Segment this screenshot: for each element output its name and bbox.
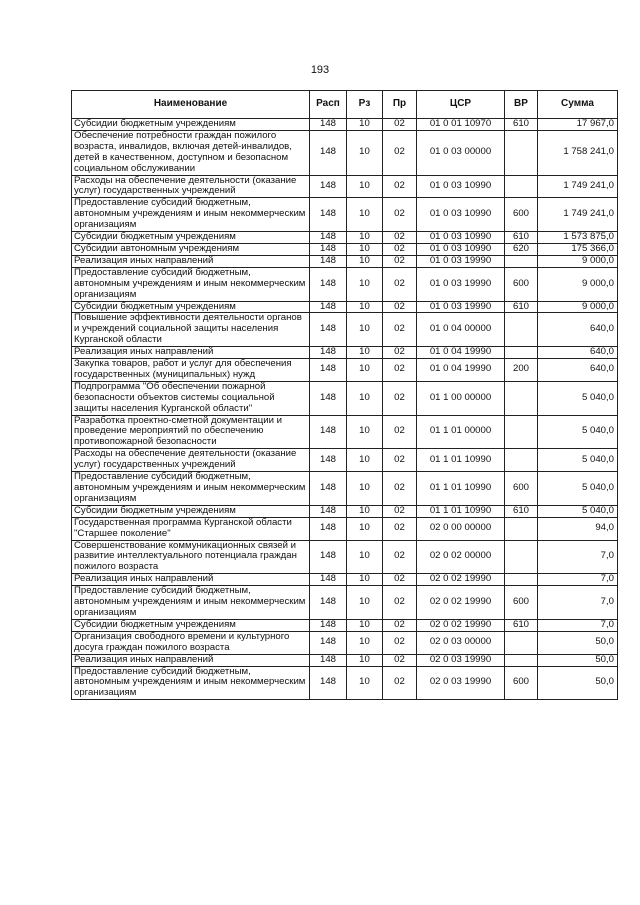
cell-rz: 10 xyxy=(347,619,383,631)
cell-name: Расходы на обеспечение деятельности (оказание услуг) государственных учреждений xyxy=(72,175,310,198)
cell-vr xyxy=(505,517,538,540)
table-row xyxy=(72,119,618,131)
cell-pr: 02 xyxy=(383,130,417,175)
cell-pr: 02 xyxy=(383,243,417,255)
cell-sum: 5 040,0 xyxy=(538,449,618,472)
cell-vr: 610 xyxy=(505,619,538,631)
col-header-pr: Пр xyxy=(383,91,417,119)
cell-csr: 02 0 03 19990 xyxy=(417,654,505,666)
cell-rz: 10 xyxy=(347,130,383,175)
cell-sum: 1 758 241,0 xyxy=(538,130,618,175)
cell-rasp: 148 xyxy=(310,232,347,244)
cell-rasp: 148 xyxy=(310,540,347,574)
cell-rasp: 148 xyxy=(310,313,347,347)
table-row xyxy=(72,472,618,506)
table-row xyxy=(72,255,618,267)
cell-vr xyxy=(505,130,538,175)
cell-rz: 10 xyxy=(347,119,383,131)
cell-rz: 10 xyxy=(347,472,383,506)
cell-rz: 10 xyxy=(347,505,383,517)
cell-pr: 02 xyxy=(383,175,417,198)
cell-csr: 01 0 03 10990 xyxy=(417,198,505,232)
col-header-rasp: Расп xyxy=(310,91,347,119)
cell-csr: 01 1 01 10990 xyxy=(417,449,505,472)
cell-csr: 02 0 02 19990 xyxy=(417,586,505,620)
cell-csr: 01 0 03 19990 xyxy=(417,301,505,313)
cell-rz: 10 xyxy=(347,313,383,347)
cell-csr: 02 0 03 00000 xyxy=(417,631,505,654)
cell-csr: 01 1 01 10990 xyxy=(417,505,505,517)
cell-pr: 02 xyxy=(383,415,417,449)
cell-pr: 02 xyxy=(383,449,417,472)
cell-rz: 10 xyxy=(347,255,383,267)
cell-csr: 01 1 00 00000 xyxy=(417,381,505,415)
cell-rasp: 148 xyxy=(310,505,347,517)
table-row xyxy=(72,540,618,574)
cell-name: Субсидии автономным учреждениям xyxy=(72,243,310,255)
cell-sum: 1 749 241,0 xyxy=(538,175,618,198)
cell-pr: 02 xyxy=(383,381,417,415)
cell-name: Реализация иных направлений xyxy=(72,347,310,359)
table-row xyxy=(72,517,618,540)
cell-sum: 1 749 241,0 xyxy=(538,198,618,232)
cell-rz: 10 xyxy=(347,359,383,382)
cell-rz: 10 xyxy=(347,198,383,232)
cell-csr: 01 0 03 10990 xyxy=(417,232,505,244)
cell-pr: 02 xyxy=(383,586,417,620)
cell-csr: 01 0 01 10970 xyxy=(417,119,505,131)
cell-rz: 10 xyxy=(347,232,383,244)
cell-vr xyxy=(505,540,538,574)
cell-pr: 02 xyxy=(383,198,417,232)
cell-pr: 02 xyxy=(383,666,417,700)
table-row xyxy=(72,232,618,244)
cell-rasp: 148 xyxy=(310,267,347,301)
cell-vr xyxy=(505,415,538,449)
cell-sum: 9 000,0 xyxy=(538,301,618,313)
cell-sum: 640,0 xyxy=(538,347,618,359)
cell-vr xyxy=(505,347,538,359)
cell-rasp: 148 xyxy=(310,666,347,700)
cell-rasp: 148 xyxy=(310,654,347,666)
cell-csr: 01 1 01 10990 xyxy=(417,472,505,506)
cell-name: Организация свободного времени и культурного досуга граждан пожилого возраста xyxy=(72,631,310,654)
cell-name: Реализация иных направлений xyxy=(72,574,310,586)
cell-rasp: 148 xyxy=(310,301,347,313)
cell-pr: 02 xyxy=(383,517,417,540)
cell-name: Субсидии бюджетным учреждениям xyxy=(72,301,310,313)
col-header-sum: Сумма xyxy=(538,91,618,119)
cell-rz: 10 xyxy=(347,631,383,654)
header-row xyxy=(72,91,618,119)
cell-vr: 600 xyxy=(505,472,538,506)
table-row xyxy=(72,301,618,313)
cell-pr: 02 xyxy=(383,654,417,666)
cell-sum: 640,0 xyxy=(538,313,618,347)
table-row xyxy=(72,381,618,415)
cell-rz: 10 xyxy=(347,175,383,198)
cell-csr: 01 0 04 19990 xyxy=(417,347,505,359)
table-row xyxy=(72,243,618,255)
cell-name: Предоставление субсидий бюджетным, автономным учреждениям и иным некоммерческим организациям xyxy=(72,267,310,301)
cell-name: Повышение эффективности деятельности органов и учреждений социальной защиты населения Курганской области xyxy=(72,313,310,347)
cell-csr: 01 0 04 19990 xyxy=(417,359,505,382)
cell-csr: 01 0 03 10990 xyxy=(417,175,505,198)
cell-name: Разработка проектно-сметной документации и проведение мероприятий по обеспечению противопожарной безопасности xyxy=(72,415,310,449)
cell-pr: 02 xyxy=(383,359,417,382)
cell-sum: 9 000,0 xyxy=(538,267,618,301)
cell-pr: 02 xyxy=(383,313,417,347)
cell-rz: 10 xyxy=(347,449,383,472)
cell-name: Предоставление субсидий бюджетным, автономным учреждениям и иным некоммерческим организациям xyxy=(72,666,310,700)
cell-rz: 10 xyxy=(347,381,383,415)
cell-sum: 7,0 xyxy=(538,619,618,631)
page-number: 193 xyxy=(310,64,330,76)
cell-sum: 50,0 xyxy=(538,631,618,654)
cell-vr xyxy=(505,449,538,472)
cell-name: Реализация иных направлений xyxy=(72,255,310,267)
cell-sum: 5 040,0 xyxy=(538,415,618,449)
cell-rasp: 148 xyxy=(310,631,347,654)
cell-pr: 02 xyxy=(383,267,417,301)
table-row xyxy=(72,654,618,666)
cell-rz: 10 xyxy=(347,586,383,620)
cell-sum: 17 967,0 xyxy=(538,119,618,131)
cell-vr: 610 xyxy=(505,301,538,313)
cell-pr: 02 xyxy=(383,119,417,131)
col-header-vr: ВР xyxy=(505,91,538,119)
cell-vr xyxy=(505,654,538,666)
cell-vr: 610 xyxy=(505,119,538,131)
table-row xyxy=(72,449,618,472)
cell-sum: 94,0 xyxy=(538,517,618,540)
cell-csr: 02 0 03 19990 xyxy=(417,666,505,700)
cell-csr: 02 0 02 19990 xyxy=(417,574,505,586)
cell-csr: 01 0 03 19990 xyxy=(417,255,505,267)
cell-name: Предоставление субсидий бюджетным, автономным учреждениям и иным некоммерческим организациям xyxy=(72,586,310,620)
cell-sum: 7,0 xyxy=(538,574,618,586)
cell-rasp: 148 xyxy=(310,517,347,540)
cell-csr: 02 0 02 19990 xyxy=(417,619,505,631)
cell-rasp: 148 xyxy=(310,449,347,472)
table-row xyxy=(72,574,618,586)
cell-name: Государственная программа Курганской области "Старшее поколение" xyxy=(72,517,310,540)
cell-sum: 9 000,0 xyxy=(538,255,618,267)
cell-sum: 50,0 xyxy=(538,654,618,666)
cell-rasp: 148 xyxy=(310,472,347,506)
cell-csr: 01 0 03 19990 xyxy=(417,267,505,301)
cell-name: Закупка товаров, работ и услуг для обеспечения государственных (муниципальных) нужд xyxy=(72,359,310,382)
cell-vr xyxy=(505,381,538,415)
cell-rasp: 148 xyxy=(310,243,347,255)
col-header-rz: Рз xyxy=(347,91,383,119)
cell-vr: 610 xyxy=(505,232,538,244)
cell-pr: 02 xyxy=(383,505,417,517)
cell-rasp: 148 xyxy=(310,359,347,382)
cell-name: Реализация иных направлений xyxy=(72,654,310,666)
col-header-name: Наименование xyxy=(72,91,310,119)
cell-name: Субсидии бюджетным учреждениям xyxy=(72,232,310,244)
cell-rz: 10 xyxy=(347,666,383,700)
cell-name: Обеспечение потребности граждан пожилого возраста, инвалидов, включая детей-инвалидов, детей в качественном, доступном и безопасном социальном обслуживании xyxy=(72,130,310,175)
cell-vr: 620 xyxy=(505,243,538,255)
cell-rz: 10 xyxy=(347,574,383,586)
cell-pr: 02 xyxy=(383,232,417,244)
cell-sum: 1 573 875,0 xyxy=(538,232,618,244)
cell-rz: 10 xyxy=(347,415,383,449)
cell-pr: 02 xyxy=(383,472,417,506)
cell-rz: 10 xyxy=(347,243,383,255)
cell-pr: 02 xyxy=(383,301,417,313)
cell-rz: 10 xyxy=(347,301,383,313)
cell-rz: 10 xyxy=(347,654,383,666)
cell-sum: 175 366,0 xyxy=(538,243,618,255)
cell-pr: 02 xyxy=(383,347,417,359)
cell-rz: 10 xyxy=(347,540,383,574)
cell-name: Предоставление субсидий бюджетным, автономным учреждениям и иным некоммерческим организациям xyxy=(72,472,310,506)
cell-csr: 01 0 04 00000 xyxy=(417,313,505,347)
table-row xyxy=(72,267,618,301)
cell-vr xyxy=(505,255,538,267)
table-row xyxy=(72,347,618,359)
table-row xyxy=(72,631,618,654)
cell-vr: 600 xyxy=(505,267,538,301)
cell-csr: 02 0 02 00000 xyxy=(417,540,505,574)
cell-name: Субсидии бюджетным учреждениям xyxy=(72,505,310,517)
cell-pr: 02 xyxy=(383,574,417,586)
table-row xyxy=(72,359,618,382)
table-row xyxy=(72,198,618,232)
cell-sum: 5 040,0 xyxy=(538,381,618,415)
table-row xyxy=(72,313,618,347)
cell-rasp: 148 xyxy=(310,119,347,131)
cell-rasp: 148 xyxy=(310,175,347,198)
budget-table xyxy=(71,90,618,700)
cell-rz: 10 xyxy=(347,267,383,301)
cell-pr: 02 xyxy=(383,255,417,267)
cell-csr: 01 0 03 10990 xyxy=(417,243,505,255)
cell-sum: 7,0 xyxy=(538,540,618,574)
cell-name: Совершенствование коммуникационных связей и развитие интеллектуального потенциала граждан пожилого возраста xyxy=(72,540,310,574)
cell-name: Субсидии бюджетным учреждениям xyxy=(72,619,310,631)
cell-rasp: 148 xyxy=(310,130,347,175)
col-header-csr: ЦСР xyxy=(417,91,505,119)
cell-sum: 5 040,0 xyxy=(538,472,618,506)
table-row xyxy=(72,175,618,198)
cell-rz: 10 xyxy=(347,517,383,540)
cell-pr: 02 xyxy=(383,540,417,574)
cell-sum: 7,0 xyxy=(538,586,618,620)
cell-vr: 200 xyxy=(505,359,538,382)
cell-rz: 10 xyxy=(347,347,383,359)
cell-rasp: 148 xyxy=(310,574,347,586)
cell-vr xyxy=(505,631,538,654)
cell-rasp: 148 xyxy=(310,415,347,449)
cell-name: Предоставление субсидий бюджетным, автономным учреждениям и иным некоммерческим организациям xyxy=(72,198,310,232)
table-row xyxy=(72,130,618,175)
cell-sum: 640,0 xyxy=(538,359,618,382)
cell-pr: 02 xyxy=(383,619,417,631)
cell-vr: 600 xyxy=(505,198,538,232)
cell-rasp: 148 xyxy=(310,619,347,631)
cell-vr: 610 xyxy=(505,505,538,517)
cell-name: Подпрограмма "Об обеспечении пожарной безопасности объектов системы социальной защиты населения Курганской области" xyxy=(72,381,310,415)
cell-sum: 5 040,0 xyxy=(538,505,618,517)
cell-rasp: 148 xyxy=(310,381,347,415)
cell-name: Субсидии бюджетным учреждениям xyxy=(72,119,310,131)
cell-rasp: 148 xyxy=(310,586,347,620)
table-row xyxy=(72,586,618,620)
cell-pr: 02 xyxy=(383,631,417,654)
cell-rasp: 148 xyxy=(310,255,347,267)
cell-rasp: 148 xyxy=(310,347,347,359)
cell-vr xyxy=(505,574,538,586)
cell-vr xyxy=(505,313,538,347)
cell-csr: 01 0 03 00000 xyxy=(417,130,505,175)
table-row xyxy=(72,619,618,631)
table-row xyxy=(72,415,618,449)
cell-rasp: 148 xyxy=(310,198,347,232)
table-body xyxy=(72,119,618,700)
table-row xyxy=(72,505,618,517)
cell-csr: 01 1 01 00000 xyxy=(417,415,505,449)
table-row xyxy=(72,666,618,700)
cell-sum: 50,0 xyxy=(538,666,618,700)
cell-vr: 600 xyxy=(505,666,538,700)
cell-vr xyxy=(505,175,538,198)
cell-vr: 600 xyxy=(505,586,538,620)
cell-csr: 02 0 00 00000 xyxy=(417,517,505,540)
cell-name: Расходы на обеспечение деятельности (оказание услуг) государственных учреждений xyxy=(72,449,310,472)
